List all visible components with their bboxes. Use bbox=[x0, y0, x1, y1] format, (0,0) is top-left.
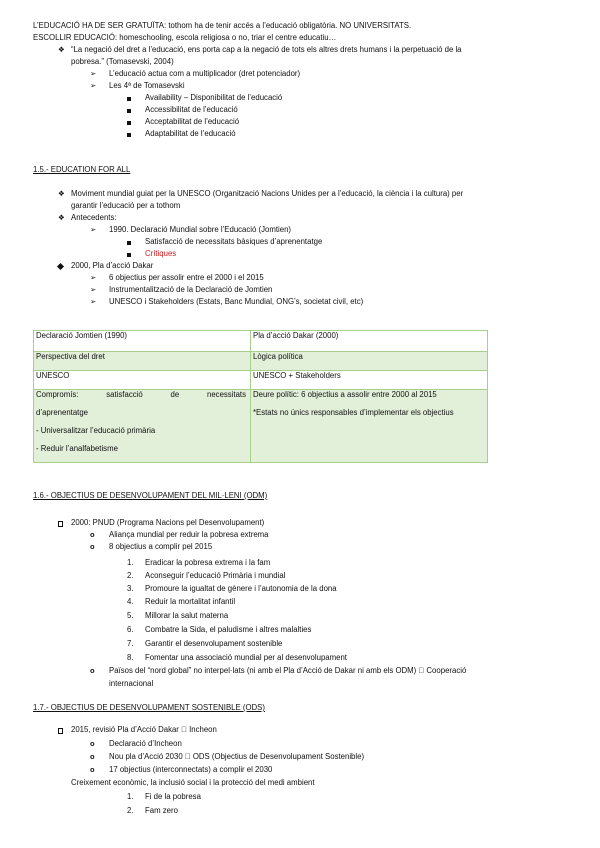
arrowhead-icon: ➢ bbox=[90, 285, 97, 294]
intro-item-1: Availability – Disponibilitat de l’educació bbox=[145, 93, 283, 102]
table-cell-line: d’aprenentatge bbox=[36, 408, 89, 417]
section-heading-1-5: 1.5.- EDUCATION FOR ALL bbox=[33, 165, 131, 174]
list-number: 1. bbox=[127, 558, 134, 567]
bullet-marker bbox=[58, 518, 66, 528]
missing-glyph-icon bbox=[58, 521, 63, 527]
comparison-table bbox=[33, 330, 488, 463]
table-cell-line: - Reduir l’analfabetisme bbox=[36, 444, 118, 453]
table-cell bbox=[34, 390, 251, 463]
s15-b3-item-3: UNESCO i Stakeholders (Estats, Banc Mundial, ONG’s, societat civil, etc) bbox=[109, 297, 364, 306]
table-cell: UNESCO + Stakeholders bbox=[251, 371, 488, 390]
s15-b2-sub: 1990. Declaració Mundial sobre l’Educació (Jomtien) bbox=[109, 225, 292, 234]
table-cell-line: *Estats no únics responsables d’implementar els objectius bbox=[253, 408, 454, 417]
s15-b3: 2000, Pla d’acció Dakar bbox=[71, 261, 154, 270]
square-bullet bbox=[127, 249, 133, 259]
circle-bullet-icon: o bbox=[90, 666, 95, 675]
intro-sub-1: L’educació actua com a multiplicador (dret potenciador) bbox=[109, 69, 301, 78]
list-number: 4. bbox=[127, 597, 134, 606]
intro-item-2: Accessibilitat de l’educació bbox=[145, 105, 238, 114]
list-item: Combatre la Sida, el paludisme i altres malalties bbox=[145, 625, 312, 634]
s15-b1-text: Moviment mundial guiat per la UNESCO (Organització Nacions Unides per a l’educació, la ciència i la cultura) per bbox=[71, 189, 464, 198]
list-item: Promoure la igualtat de gènere i l’autonomia de la dona bbox=[145, 584, 337, 593]
arrowhead-icon: ➢ bbox=[90, 225, 97, 234]
table-row bbox=[34, 390, 488, 463]
list-number: 3. bbox=[127, 584, 134, 593]
intro-sub-2: Les 4ª de Tomasevski bbox=[109, 81, 185, 90]
square-bullet bbox=[127, 237, 133, 247]
s15-b2: Antecedents: bbox=[71, 213, 117, 222]
s16-o3-line-2: internacional bbox=[109, 679, 154, 688]
s15-b1-line-1 bbox=[71, 189, 563, 200]
table-cell: UNESCO bbox=[34, 371, 251, 390]
circle-bullet-icon: o bbox=[90, 765, 95, 774]
s16-o3-text: Països del “nord global” no interpel·lats (ni amb el Pla d’Acció de Dakar ni amb els ODM)   Cooperació bbox=[109, 666, 467, 675]
list-item: Aconseguir l’educació Primària i mundial bbox=[145, 571, 286, 580]
list-number: 1. bbox=[127, 792, 134, 801]
table-header-jomtien: Declaració Jomtien (1990) bbox=[34, 331, 251, 352]
s16-o1: Aliança mundial per reduir la pobresa extrema bbox=[109, 530, 269, 539]
square-bullet-icon bbox=[127, 109, 131, 113]
table-row bbox=[34, 371, 488, 390]
s15-b3-item-1: 6 objectius per assolir entre el 2000 i el 2015 bbox=[109, 273, 264, 282]
table-cell-line: - Universalitzar l’educació primària bbox=[36, 426, 156, 435]
list-item: Fam zero bbox=[145, 806, 178, 815]
table-row bbox=[34, 352, 488, 371]
arrowhead-icon: ➢ bbox=[90, 297, 97, 306]
table-cell: Perspectiva del dret bbox=[34, 352, 251, 371]
missing-glyph-icon bbox=[58, 728, 63, 734]
arrowhead-icon: ➢ bbox=[90, 273, 97, 282]
square-bullet bbox=[127, 129, 133, 139]
square-bullet-icon bbox=[127, 121, 131, 125]
s16-b1: 2000: PNUD (Programa Nacions pel Desenvolupament) bbox=[71, 518, 265, 527]
quote-line-1: “La negació del dret a l’educació, ens porta cap a la negació de tots els altres drets humans i la perpetuació de la bbox=[71, 45, 462, 54]
four-diamond-icon: ❖ bbox=[58, 45, 65, 54]
list-item: Fi de la pobresa bbox=[145, 792, 201, 801]
list-number: 8. bbox=[127, 653, 134, 662]
circle-bullet-icon: o bbox=[90, 542, 95, 551]
table-row bbox=[34, 331, 488, 352]
intro-item-4: Adaptabilitat de l’educació bbox=[145, 129, 236, 138]
table-header-dakar: Pla d’acció Dakar (2000) bbox=[251, 331, 488, 352]
s15-b3-item-2: Instrumentalització de la Declaració de Jomtien bbox=[109, 285, 273, 294]
intro-item-3: Acceptabilitat de l’educació bbox=[145, 117, 240, 126]
s17-plain-text: Creixement econòmic, la inclusió social i la protecció del medi ambient bbox=[71, 778, 315, 787]
table-cell-line: Deure polític: 6 objectius a assolir entre 2000 al 2015 bbox=[253, 390, 437, 399]
table-cell: Lògica política bbox=[251, 352, 488, 371]
section-heading-1-7: 1.7.- OBJECTIUS DE DESENVOLUPAMENT SOSTENIBLE (ODS) bbox=[33, 703, 265, 712]
list-number: 2. bbox=[127, 806, 134, 815]
list-item: Millorar la salut materna bbox=[145, 611, 229, 620]
list-item: Eradicar la pobresa extrema i la fam bbox=[145, 558, 271, 567]
list-number: 2. bbox=[127, 571, 134, 580]
list-item: Fomentar una associació mundial per al desenvolupament bbox=[145, 653, 347, 662]
square-bullet bbox=[127, 117, 133, 127]
four-diamond-icon: ❖ bbox=[58, 213, 65, 222]
circle-bullet-icon: o bbox=[90, 752, 95, 761]
list-item: Garantir el desenvolupament sostenible bbox=[145, 639, 283, 648]
quote-line-2: pobresa.” (Tomasevski, 2004) bbox=[71, 57, 174, 66]
square-bullet-icon bbox=[127, 253, 131, 257]
square-bullet bbox=[127, 93, 133, 103]
list-number: 5. bbox=[127, 611, 134, 620]
square-bullet bbox=[127, 105, 133, 115]
list-number: 6. bbox=[127, 625, 134, 634]
header-line-2: ESCOLLIR EDUCACIÓ: homeschooling, escola religiosa o no, triar el centre educatiu… bbox=[33, 33, 337, 42]
bullet-marker bbox=[58, 261, 66, 271]
s15-b1-line-2: garantir l’educació per a tothom bbox=[71, 201, 181, 210]
arrowhead-icon: ➢ bbox=[90, 69, 97, 78]
s15-b2-item-2: Crítiques bbox=[145, 249, 177, 258]
square-bullet-icon bbox=[127, 133, 131, 137]
list-item: Reduir la mortalitat infantil bbox=[145, 597, 236, 606]
s17-b1: 2015, revisió Pla d’Acció Dakar   Incheon bbox=[71, 725, 217, 734]
s16-o2: 8 objectius a complir pel 2015 bbox=[109, 542, 213, 551]
s17-o1: Declaració d’Incheon bbox=[109, 739, 182, 748]
s15-b2-item-1: Satisfacció de necessitats bàsiques d’aprenentatge bbox=[145, 237, 323, 246]
circle-bullet-icon: o bbox=[90, 530, 95, 539]
s17-o3: 17 objectius (interconnectats) a complir el 2030 bbox=[109, 765, 273, 774]
table-cell-line: Compromís: satisfacció de necessitats bbox=[36, 390, 246, 399]
list-number: 7. bbox=[127, 639, 134, 648]
four-diamond-icon: ❖ bbox=[58, 189, 65, 198]
section-heading-1-6: 1.6.- OBJECTIUS DE DESENVOLUPAMENT DEL MIL·LENI (ODM) bbox=[33, 491, 268, 500]
header-line-1: L’EDUCACIÓ HA DE SER GRATUÏTA: tothom ha de tenir accés a l’educació obligatòria. NO UNIVERSITATS. bbox=[33, 21, 412, 30]
s16-o3-line-1 bbox=[109, 666, 564, 677]
circle-bullet-icon: o bbox=[90, 739, 95, 748]
table-cell bbox=[251, 390, 488, 463]
square-bullet-icon bbox=[127, 241, 131, 245]
bullet-marker bbox=[58, 725, 66, 735]
square-bullet-icon bbox=[127, 97, 131, 101]
s17-o2: Nou pla d’Acció 2030   ODS (Objectius de Desenvolupament Sostenible) bbox=[109, 752, 365, 761]
arrowhead-icon: ➢ bbox=[90, 81, 97, 90]
diamond-bullet-icon bbox=[57, 263, 64, 270]
